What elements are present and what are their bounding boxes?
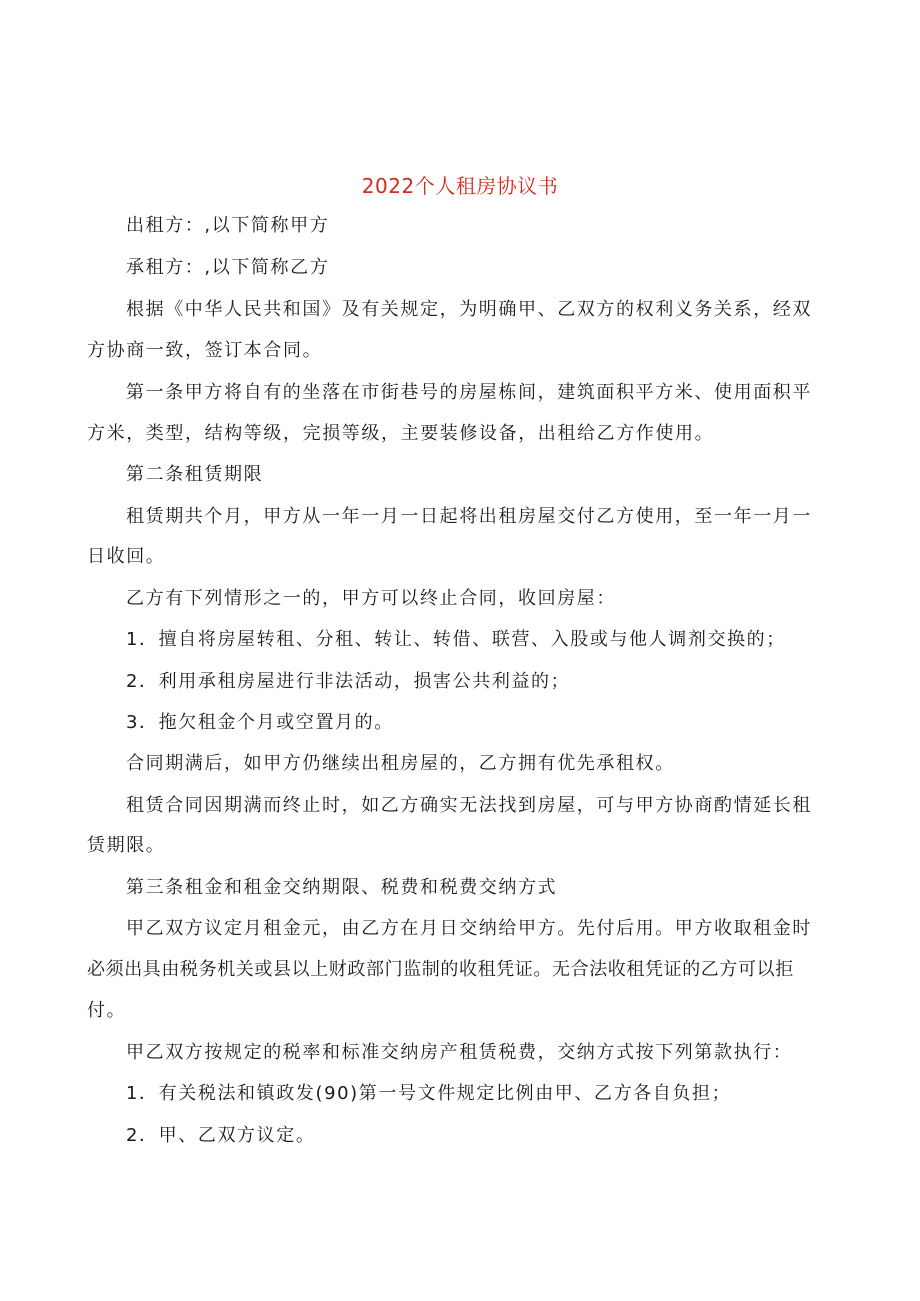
lessee-line: 承租方：,以下简称乙方 xyxy=(126,257,330,278)
article-1-line-2: 方米，类型，结构等级，完损等级，主要装修设备，出租给乙方作使用。 xyxy=(87,423,715,444)
article-2-heading: 第二条租赁期限 xyxy=(126,464,264,485)
tax-intro: 甲乙双方按规定的税率和标准交纳房产租赁税费，交纳方式按下列第款执行： xyxy=(126,1042,793,1063)
article-1-line-1: 第一条甲方将自有的坐落在市街巷号的房屋栋间，建筑面积平方米、使用面积平 xyxy=(126,382,812,403)
lessor-line: 出租方：,以下简称甲方 xyxy=(126,215,330,236)
extension-line-1: 租赁合同因期满而终止时，如乙方确实无法找到房屋，可与甲方协商酌情延长租 xyxy=(126,795,812,816)
termination-item-2: 2．利用承租房屋进行非法活动，损害公共利益的； xyxy=(126,671,571,692)
rent-line-1: 甲乙双方议定月租金元，由乙方在月日交纳给甲方。先付后用。甲方收取租金时 xyxy=(126,918,812,939)
lease-term-line-2: 日收回。 xyxy=(87,546,166,567)
lease-term-line-1: 租赁期共个月，甲方从一年一月一日起将出租房屋交付乙方使用，至一年一月一 xyxy=(126,506,812,527)
rent-line-2: 必须出具由税务机关或县以上财政部门监制的收租凭证。无合法收租凭证的乙方可以拒 xyxy=(87,959,794,980)
termination-item-1: 1．擅自将房屋转租、分租、转让、转借、联营、入股或与他人调剂交换的； xyxy=(126,629,786,650)
preamble-line-1: 根据《中华人民共和国》及有关规定，为明确甲、乙双方的权利义务关系，经双 xyxy=(126,299,812,320)
termination-item-3: 3．拖欠租金个月或空置月的。 xyxy=(126,712,394,733)
article-3-heading: 第三条租金和租金交纳期限、税费和税费交纳方式 xyxy=(126,877,558,898)
preamble-line-2: 方协商一致，签订本合同。 xyxy=(87,340,323,361)
termination-intro: 乙方有下列情形之一的，甲方可以终止合同，收回房屋： xyxy=(126,588,616,609)
extension-line-2: 赁期限。 xyxy=(87,835,166,856)
document-title: 2022个人租房协议书 xyxy=(361,174,559,198)
tax-item-2: 2．甲、乙双方议定。 xyxy=(126,1125,316,1146)
tax-item-1: 1．有关税法和镇政发(90)第一号文件规定比例由甲、乙方各自负担； xyxy=(126,1083,732,1104)
rent-line-3: 付。 xyxy=(87,1000,127,1021)
priority-right-line: 合同期满后，如甲方仍继续出租房屋的，乙方拥有优先承租权。 xyxy=(126,753,675,774)
